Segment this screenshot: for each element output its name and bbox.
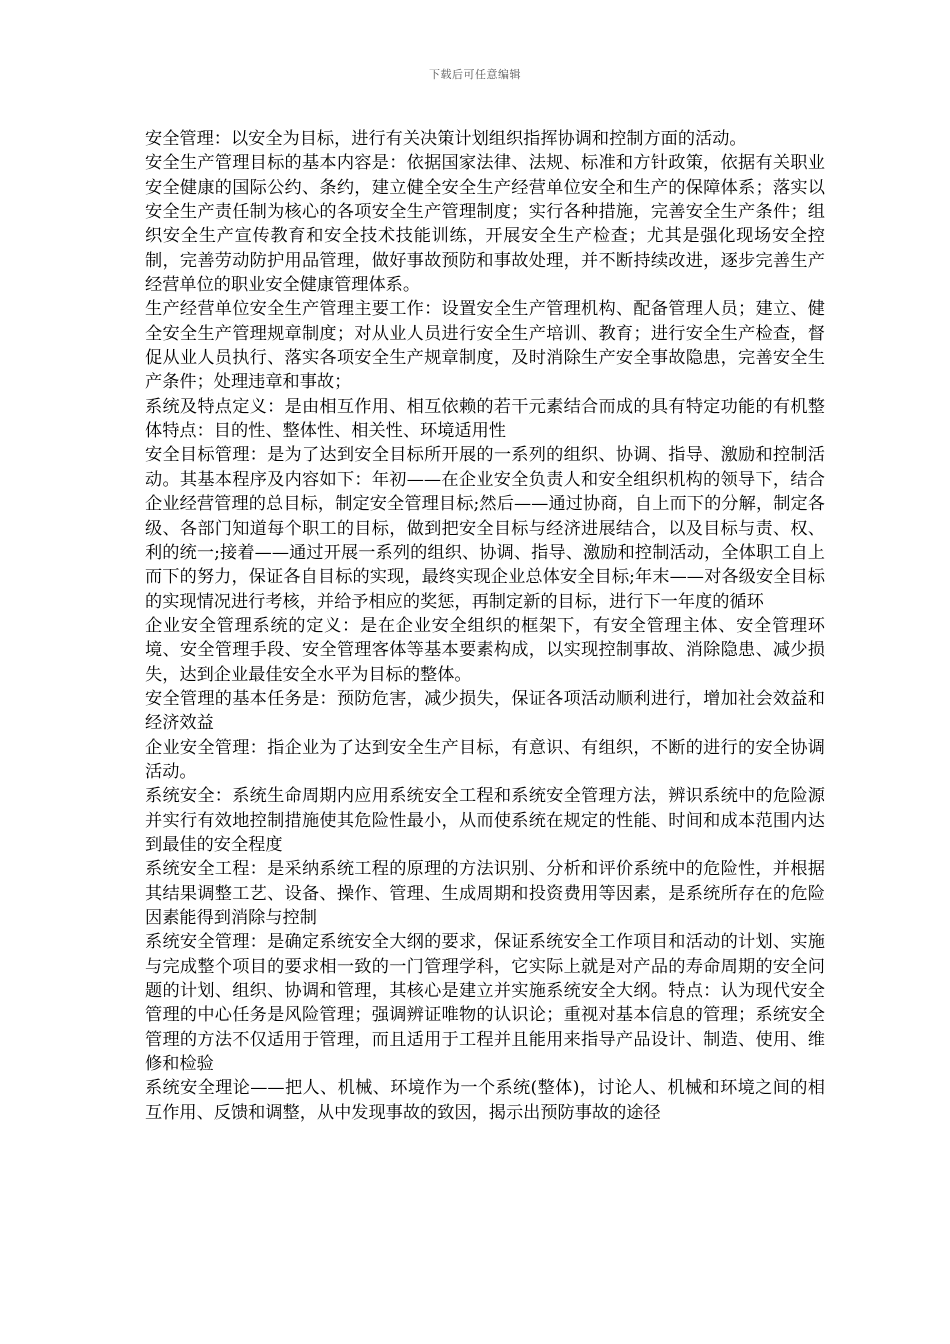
paragraph-basic-tasks: 安全管理的基本任务是：预防危害，减少损失，保证各项活动顺利进行，增加社会效益和经济效益 bbox=[145, 688, 825, 734]
paragraph-system-definition: 系统及特点定义：是由相互作用、相互依赖的若干元素结合而成的具有特定功能的有机整体特点：目的性、整体性、相关性、环境适用性 bbox=[145, 396, 825, 442]
paragraph-system-safety-management: 系统安全管理：是确定系统安全大纲的要求，保证系统安全工作项目和活动的计划、实施与完成整个项目的要求相一致的一门管理学科，它实际上就是对产品的寿命周期的安全问题的计划、组织、协调和管理，其核心是建立并实施系统安全大纲。特点：认为现代安全管理的中心任务是风险管理；强调辨证唯物的认识论；重视对基本信息的管理；系统安全管理的方法不仅适用于管理，而且适用于工程并且能用来指导产品设计、制造、使用、维修和检验 bbox=[145, 932, 825, 1075]
document-body bbox=[145, 127, 825, 1125]
paragraph-safety-management-definition: 安全管理：以安全为目标，进行有关决策计划组织指挥协调和控制方面的活动。 bbox=[145, 129, 747, 149]
paragraph-system-safety-theory: 系统安全理论——把人、机械、环境作为一个系统(整体)，讨论人、机械和环境之间的相互作用、反馈和调整，从中发现事故的致因，揭示出预防事故的途径 bbox=[145, 1078, 825, 1123]
paragraph-system-safety-engineering: 系统安全工程：是采纳系统工程的原理的方法识别、分析和评价系统中的危险性，并根据其结果调整工艺、设备、操作、管理、生成周期和投资费用等因素，是系统所存在的危险因素能得到消除与控制 bbox=[145, 859, 825, 928]
paragraph-enterprise-safety-management: 企业安全管理：指企业为了达到安全生产目标，有意识、有组织，不断的进行的安全协调活动。 bbox=[145, 737, 825, 782]
paragraph-enterprise-system-definition: 企业安全管理系统的定义：是在企业安全组织的框架下，有安全管理主体、安全管理环境、安全管理手段、安全管理客体等基本要素构成，以实现控制事故、消除隐患、减少损失，达到企业最佳安全水平为目标的整体。 bbox=[145, 615, 825, 685]
paragraph-main-work: 生产经营单位安全生产管理主要工作：设置安全生产管理机构、配备管理人员；建立、健全安全生产管理规章制度；对从业人员进行安全生产培训、教育；进行安全生产检查，督促从业人员执行、落实各项安全生产规章制度，及时消除生产安全事故隐患，完善安全生产条件；处理违章和事故； bbox=[145, 299, 825, 393]
paragraph-system-safety: 系统安全：系统生命周期内应用系统安全工程和系统安全管理方法，辨识系统中的危险源并实行有效地控制措施使其危险性最小，从而使系统在规定的性能、时间和成本范围内达到最佳的安全程度 bbox=[145, 786, 825, 855]
paragraph-production-management-goals: 安全生产管理目标的基本内容是：依据国家法律、法规、标准和方针政策，依据有关职业安全健康的国际公约、条约，建立健全安全生产经营单位安全和生产的保障体系；落实以安全生产责任制为核心的各项安全生产管理制度；实行各种措施，完善安全生产条件；组织安全生产宣传教育和安全技术技能训练，开展安全生产检查；尤其是强化现场安全控制，完善劳动防护用品管理，做好事故预防和事故处理，并不断持续改进，逐步完善生产经营单位的职业安全健康管理体系。 bbox=[145, 153, 825, 296]
page-header-note: 下载后可任意编辑 bbox=[429, 68, 521, 81]
paragraph-objective-management: 安全目标管理：是为了达到安全目标所开展的一系列的组织、协调、指导、激励和控制活动。其基本程序及内容如下：年初——在企业安全负责人和安全组织机构的领导下，结合企业经营管理的总目标，制定安全管理目标;然后——通过协商，自上而下的分解，制定各级、各部门知道每个职工的目标，做到把安全目标与经济进展结合，以及目标与责、权、利的统一;接着——通过开展一系列的组织、协调、指导、激励和控制活动，全体职工自上而下的努力，保证各自目标的实现，最终实现企业总体安全目标;年末——对各级安全目标的实现情况进行考核，并给予相应的奖惩，再制定新的目标，进行下一年度的循环 bbox=[145, 445, 825, 612]
